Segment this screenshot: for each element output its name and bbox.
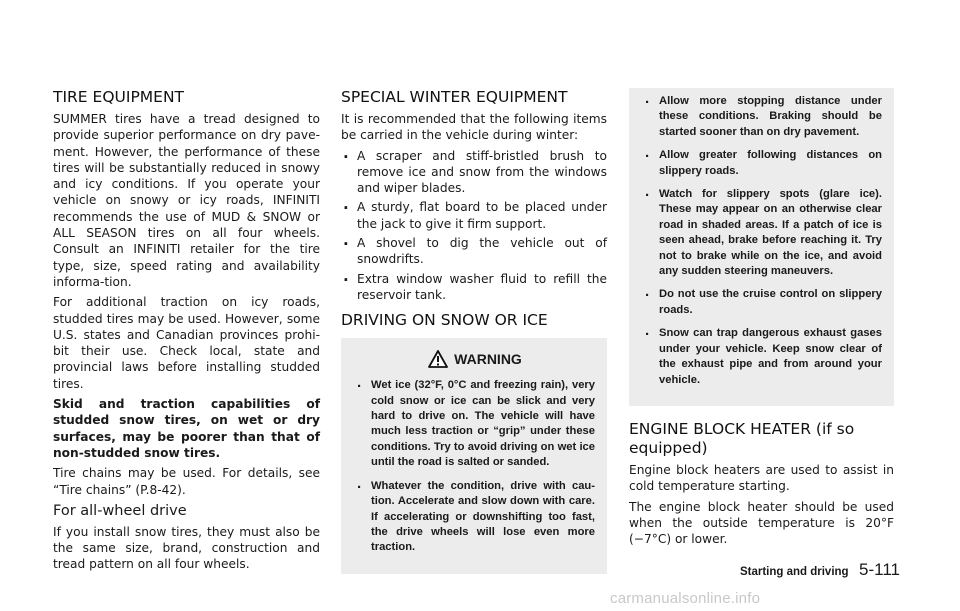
footer-section-title: Starting and driving bbox=[739, 566, 849, 578]
list-item: . A sturdy, flat board to be placed under the jack to give it firm support. bbox=[341, 199, 607, 232]
list-item: . A scraper and stiff-bristled brush to remove ice and snow from the windows and wiper blades. bbox=[341, 148, 607, 197]
warning-label: WARNING bbox=[454, 351, 522, 368]
paragraph-summer-tires: SUMMER tires have a tread designed to provide superior performance on dry pave-ment. However, the performance of these tires will be substantially reduced in snowy and icy conditions. If you operate your vehicle on snowy or icy roads, INFINITI recommends the use of MUD & SNOW or ALL SEASON tires on all four wheels. Consult an INFINITI retailer for the tire type, size, speed rating and availability informa-tion. bbox=[53, 112, 320, 289]
warning-list-continued bbox=[643, 94, 882, 388]
heading-engine-block-heater: ENGINE BLOCK HEATER (if so equipped) bbox=[629, 419, 855, 457]
list-item: . Do not use the cruise control on slippery roads. bbox=[643, 287, 882, 318]
page-footer bbox=[620, 560, 900, 580]
paragraph-studded-tires: For additional traction on icy roads, studded tires may be used. However, some U.S. states and Canadian provinces prohi-bit their use. Check local, state and provincial laws before installing studded tires. bbox=[53, 295, 320, 391]
warning-triangle-icon bbox=[428, 350, 448, 368]
paragraph-tire-chains: Tire chains may be used. For details, see “Tire chains” (P.8-42). bbox=[53, 466, 320, 497]
paragraph-winter-intro: It is recommended that the following items be carried in the vehicle during winter: bbox=[341, 112, 607, 143]
heading-all-wheel-drive: For all-wheel drive bbox=[53, 502, 187, 519]
list-item: . A shovel to dig the vehicle out of snowdrifts. bbox=[341, 235, 607, 268]
warning-list bbox=[355, 378, 595, 555]
warning-title bbox=[355, 350, 595, 368]
heading-tire-equipment: TIRE EQUIPMENT bbox=[53, 88, 185, 106]
list-item: . Allow greater following distances on slippery roads. bbox=[643, 148, 882, 179]
paragraph-skid-traction: Skid and traction capabilities of studded snow tires, on wet or dry surfaces, may be poorer than that of non-studded snow tires. bbox=[53, 397, 320, 460]
warning-box bbox=[341, 338, 607, 573]
paragraph-heater-temperature: The engine block heater should be used when the outside temperature is 20°F (−7°C) or lower. bbox=[629, 499, 894, 547]
list-item: . Snow can trap dangerous exhaust gases under your vehicle. Keep snow clear of the exhaust pipe and from around your vehicle. bbox=[643, 326, 882, 388]
list-item: . Extra window washer fluid to refill the reservoir tank. bbox=[341, 271, 607, 304]
winter-items-list bbox=[341, 148, 607, 304]
list-item: . Watch for slippery spots (glare ice). These may appear on an otherwise clear road in shaded areas. If a patch of ice is seen ahead, brake before reaching it. Try not to brake while on the ice, and avoid any sudden steering maneuvers. bbox=[643, 187, 882, 279]
paragraph-awd-snow-tires: If you install snow tires, they must also be the same size, brand, construction and tread pattern on all four wheels. bbox=[53, 524, 320, 572]
column-left bbox=[53, 88, 320, 577]
list-item: . Whatever the condition, drive with cau-tion. Accelerate and slow down with care. If accelerating or downshifting too fast, the drive wheels will lose even more traction. bbox=[355, 479, 595, 556]
column-middle bbox=[341, 88, 607, 574]
paragraph-heater-purpose: Engine block heaters are used to assist in cold temperature starting. bbox=[629, 462, 894, 494]
list-item: . Allow more stopping distance under these conditions. Braking should be started sooner than on dry pavement. bbox=[643, 94, 882, 140]
list-item: . Wet ice (32°F, 0°C and freezing rain), very cold snow or ice can be slick and very hard to drive on. The vehicle will have much less traction or “grip” under these conditions. Try to avoid driving on wet ice until the road is salted or sanded. bbox=[355, 378, 595, 470]
page-number: 5-111 bbox=[859, 560, 900, 579]
heading-special-winter-equipment: SPECIAL WINTER EQUIPMENT bbox=[341, 88, 568, 106]
warning-box-continued bbox=[629, 88, 894, 406]
column-right bbox=[629, 88, 894, 551]
heading-driving-on-snow: DRIVING ON SNOW OR ICE bbox=[341, 311, 548, 330]
watermark: carmanualsonline.info bbox=[610, 590, 761, 607]
